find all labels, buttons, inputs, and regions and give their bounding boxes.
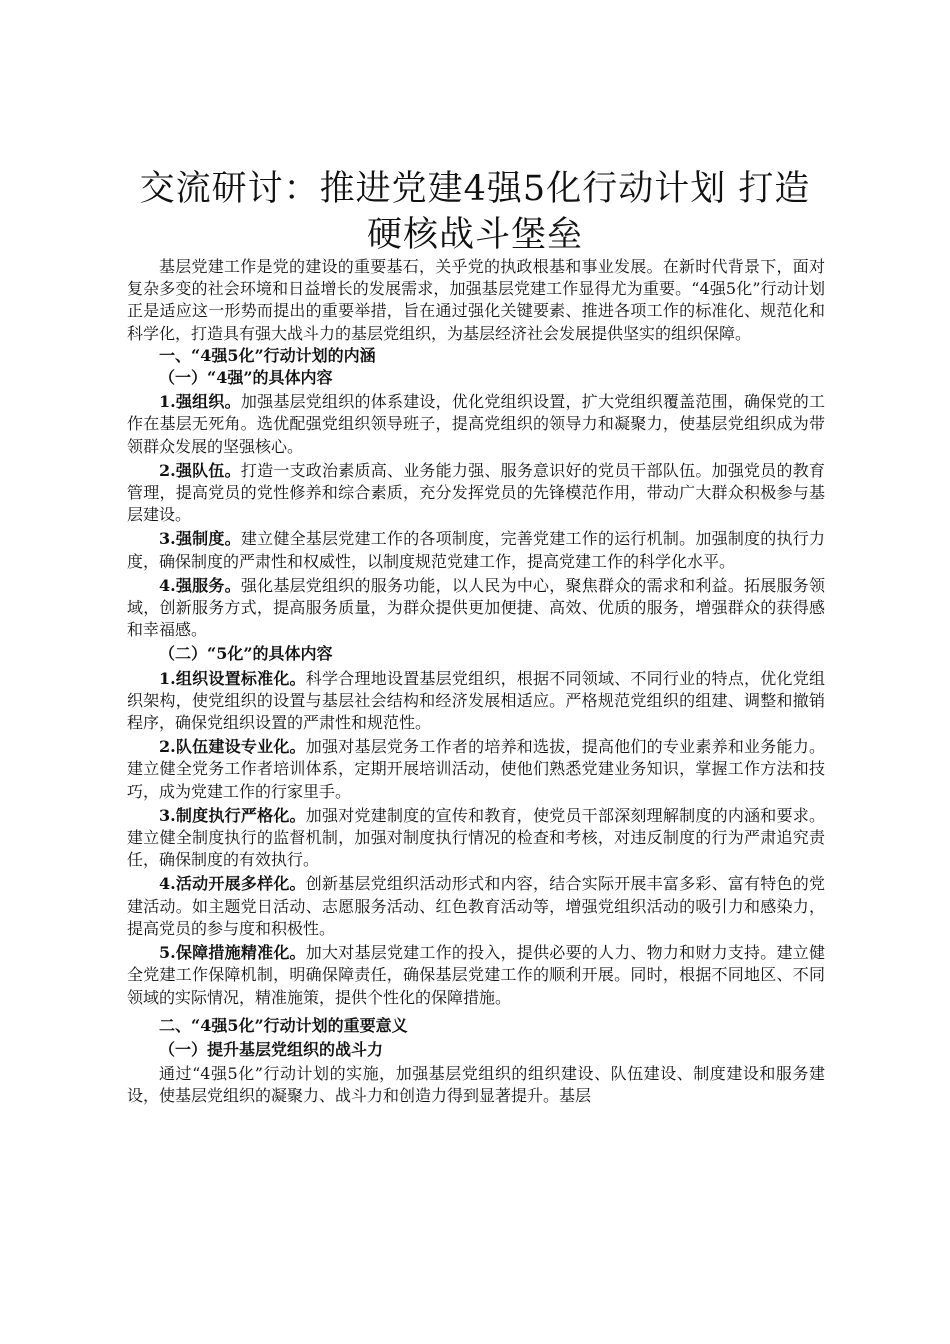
list-item — [127, 391, 825, 458]
item-text: 加强基层党组织的体系建设，优化党组织设置，扩大党组织覆盖范围，确保党的工作在基层无死角。选优配强党组织领导班子，提高党组织的领导力和凝聚力，使基层党组织成为带领群众发展的坚强核心。 — [127, 392, 825, 456]
title-line-2: 硬核战斗堡垒 — [366, 215, 583, 255]
section-2-sub-1-paragraph: 通过“4强5化”行动计划的实施，加强基层党组织的组织建设、队伍建设、制度建设和服务建设，使基层党组织的凝聚力、战斗力和创造力得到显著提升。基层 — [127, 1064, 825, 1106]
item-lead: 5.保障措施精准化。 — [159, 943, 306, 963]
item-text: 加强对党建制度的宣传和教育，使党员干部深刻理解制度的内涵和要求。建立健全制度执行的监督机制，加强对制度执行情况的检查和考核，对违反制度的行为严肃追究责任，确保制度的有效执行。 — [127, 805, 825, 870]
item-lead: 4.强服务。 — [159, 575, 241, 595]
item-lead: 2.强队伍。 — [159, 460, 241, 480]
list-item — [127, 873, 825, 940]
item-lead: 1.强组织。 — [159, 392, 241, 412]
item-text: 加大对基层党建工作的投入，提供必要的人力、物力和财力支持。建立健全党建工作保障机制，明确保障责任，确保基层党建工作的顺利开展。同时，根据不同地区、不同领域的实际情况，精准施策，提供个性化的保障措施。 — [127, 943, 825, 1007]
document-body — [127, 256, 825, 1108]
list-item — [127, 460, 825, 527]
list-item — [127, 528, 825, 572]
intro-paragraph: 基层党建工作是党的建设的重要基石，关乎党的执政根基和事业发展。在新时代背景下，面对复杂多变的社会环境和日益增长的发展需求，加强基层党建工作显得尤为重要。“4强5化”行动计划正是适应这一形势而提出的重要举措，旨在通过强化关键要素、推进各项工作的标准化、规范化和科学化，打造具有强大战斗力的基层党组织，为基层经济社会发展提供坚实的组织保障。 — [127, 257, 825, 343]
item-text: 加强对基层党务工作者的培养和选拔，提高他们的专业素养和业务能力。建立健全党务工作者培训体系，定期开展培训活动，使他们熟悉党建业务知识，掌握工作方法和技巧，成为党建工作的行家里手。 — [127, 737, 825, 801]
item-lead: 4.活动开展多样化。 — [159, 874, 306, 894]
document-title — [90, 166, 860, 258]
title-line-1: 交流研讨：推进党建4强5化行动计划 打造 — [139, 169, 811, 209]
list-item — [127, 668, 825, 735]
list-item — [127, 942, 825, 1009]
item-text: 科学合理地设置基层党组织，根据不同领域、不同行业的特点，优化党组织架构，使党组织的设置与基层社会结构和经济发展相适应。严格规范党组织的组建、调整和撤销程序，确保党组织设置的严肃性和规范性。 — [127, 668, 825, 733]
section-1-sub-2-heading: （二）“5化”的具体内容 — [159, 644, 333, 664]
list-item — [127, 575, 825, 642]
item-text: 创新基层党组织活动形式和内容，结合实际开展丰富多彩、富有特色的党建活动。如主题党日活动、志愿服务活动、红色教育活动等，增强党组织活动的吸引力和感染力，提高党员的参与度和积极性。 — [127, 874, 825, 938]
list-item — [127, 736, 825, 803]
item-text: 强化基层党组织的服务功能，以人民为中心，聚焦群众的需求和利益。拓展服务领域，创新服务方式，提高服务质量，为群众提供更加便捷、高效、优质的服务，增强群众的获得感和幸福感。 — [127, 575, 825, 640]
item-lead: 3.制度执行严格化。 — [159, 805, 306, 825]
section-2-heading: 二、“4强5化”行动计划的重要意义 — [159, 1015, 408, 1035]
item-lead: 1.组织设置标准化。 — [159, 668, 306, 688]
list-item — [127, 805, 825, 872]
item-lead: 2.队伍建设专业化。 — [159, 737, 306, 757]
item-text: 建立健全基层党建工作的各项制度，完善党建工作的运行机制。加强制度的执行力度，确保制度的严肃性和权威性，以制度规范党建工作，提高党建工作的科学化水平。 — [127, 529, 825, 571]
section-2-sub-1-heading: （一）提升基层党组织的战斗力 — [159, 1039, 384, 1059]
item-text: 打造一支政治素质高、业务能力强、服务意识好的党员干部队伍。加强党员的教育管理，提高党员的党性修养和综合素质，充分发挥党员的先锋模范作用，带动广大群众积极参与基层建设。 — [127, 460, 825, 525]
section-1-sub-1-heading: （一）“4强”的具体内容 — [159, 368, 333, 388]
section-1-heading: 一、“4强5化”行动计划的内涵 — [159, 345, 376, 365]
item-lead: 3.强制度。 — [159, 529, 241, 549]
